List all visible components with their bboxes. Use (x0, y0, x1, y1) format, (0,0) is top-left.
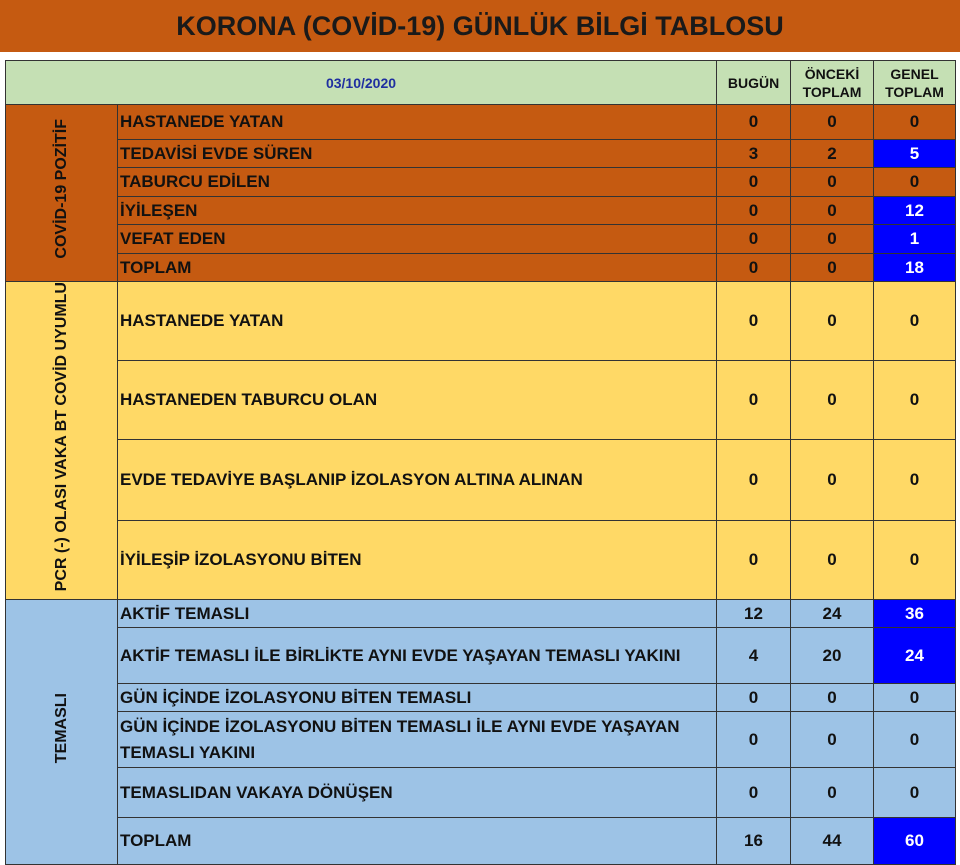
prev-total-value: 0 (791, 168, 874, 197)
col-prev-header: ÖNCEKİ TOPLAM (791, 61, 874, 105)
row-label: EVDE TEDAVİYE BAŞLANIP İZOLASYON ALTINA ALINAN (118, 439, 717, 521)
general-total-value: 0 (874, 684, 956, 712)
prev-total-value: 0 (791, 712, 874, 768)
table-row (6, 684, 956, 712)
today-value: 12 (717, 600, 791, 628)
general-total-value: 0 (874, 768, 956, 818)
prev-total-value: 44 (791, 818, 874, 865)
general-total-value: 0 (874, 712, 956, 768)
table-row (6, 140, 956, 168)
today-value: 0 (717, 684, 791, 712)
general-total-value: 0 (874, 168, 956, 197)
group-covid-positive (6, 105, 118, 282)
prev-total-value: 0 (791, 439, 874, 521)
general-total-value: 0 (874, 439, 956, 521)
table-row (6, 628, 956, 684)
prev-total-value: 2 (791, 140, 874, 168)
today-value: 0 (717, 225, 791, 254)
today-value: 0 (717, 168, 791, 197)
table-row (6, 768, 956, 818)
group-label: PCR (-) OLASI VAKA BT COVİD UYUMLU (53, 282, 70, 592)
prev-total-value: 0 (791, 282, 874, 361)
general-total-value: 0 (874, 282, 956, 361)
prev-total-value: 0 (791, 225, 874, 254)
prev-total-value: 0 (791, 360, 874, 439)
today-value: 0 (717, 360, 791, 439)
table-row (6, 225, 956, 254)
table-row (6, 600, 956, 628)
row-label: İYİLEŞİP İZOLASYONU BİTEN (118, 521, 717, 600)
general-total-value: 36 (874, 600, 956, 628)
covid-info-table (5, 60, 956, 865)
general-total-value: 12 (874, 197, 956, 225)
today-value: 0 (717, 197, 791, 225)
table-row (6, 712, 956, 768)
row-label: GÜN İÇİNDE İZOLASYONU BİTEN TEMASLI (118, 684, 717, 712)
today-value: 0 (717, 105, 791, 140)
prev-total-value: 0 (791, 105, 874, 140)
row-label: GÜN İÇİNDE İZOLASYONU BİTEN TEMASLI İLE AYNI EVDE YAŞAYAN TEMASLI YAKINI (118, 712, 717, 768)
row-label: HASTANEDEN TABURCU OLAN (118, 360, 717, 439)
col-total-header: GENEL TOPLAM (874, 61, 956, 105)
table-row (6, 818, 956, 865)
today-value: 0 (717, 254, 791, 282)
general-total-value: 24 (874, 628, 956, 684)
row-label: TEDAVİSİ EVDE SÜREN (118, 140, 717, 168)
row-label: TOPLAM (118, 818, 717, 865)
prev-total-value: 0 (791, 254, 874, 282)
table-row (6, 168, 956, 197)
prev-total-value: 0 (791, 197, 874, 225)
today-value: 0 (717, 282, 791, 361)
general-total-value: 18 (874, 254, 956, 282)
row-label: İYİLEŞEN (118, 197, 717, 225)
table-row (6, 282, 956, 361)
general-total-value: 0 (874, 360, 956, 439)
row-label: AKTİF TEMASLI (118, 600, 717, 628)
today-value: 3 (717, 140, 791, 168)
today-value: 0 (717, 712, 791, 768)
table-row (6, 521, 956, 600)
group-label: COVİD-19 POZİTİF (53, 119, 70, 259)
row-label: HASTANEDE YATAN (118, 105, 717, 140)
group-pcr-negative (6, 282, 118, 600)
group-label: TEMASLI (53, 693, 70, 764)
table-row (6, 439, 956, 521)
row-label: TEMASLIDAN VAKAYA DÖNÜŞEN (118, 768, 717, 818)
prev-total-value: 20 (791, 628, 874, 684)
row-label: TOPLAM (118, 254, 717, 282)
today-value: 4 (717, 628, 791, 684)
general-total-value: 5 (874, 140, 956, 168)
today-value: 16 (717, 818, 791, 865)
table-row (6, 105, 956, 140)
general-total-value: 1 (874, 225, 956, 254)
row-label: TABURCU EDİLEN (118, 168, 717, 197)
table-row (6, 360, 956, 439)
prev-total-value: 0 (791, 521, 874, 600)
general-total-value: 0 (874, 105, 956, 140)
row-label: HASTANEDE YATAN (118, 282, 717, 361)
row-label: AKTİF TEMASLI İLE BİRLİKTE AYNI EVDE YAŞAYAN TEMASLI YAKINI (118, 628, 717, 684)
today-value: 0 (717, 768, 791, 818)
today-value: 0 (717, 521, 791, 600)
general-total-value: 60 (874, 818, 956, 865)
col-today-header: BUGÜN (717, 61, 791, 105)
today-value: 0 (717, 439, 791, 521)
header-row (6, 61, 956, 105)
table-row (6, 254, 956, 282)
group-contact (6, 600, 118, 865)
general-total-value: 0 (874, 521, 956, 600)
prev-total-value: 0 (791, 768, 874, 818)
prev-total-value: 0 (791, 684, 874, 712)
prev-total-value: 24 (791, 600, 874, 628)
row-label: VEFAT EDEN (118, 225, 717, 254)
table-row (6, 197, 956, 225)
date-header: 03/10/2020 (6, 61, 717, 105)
page-title: KORONA (COVİD-19) GÜNLÜK BİLGİ TABLOSU (0, 0, 960, 55)
